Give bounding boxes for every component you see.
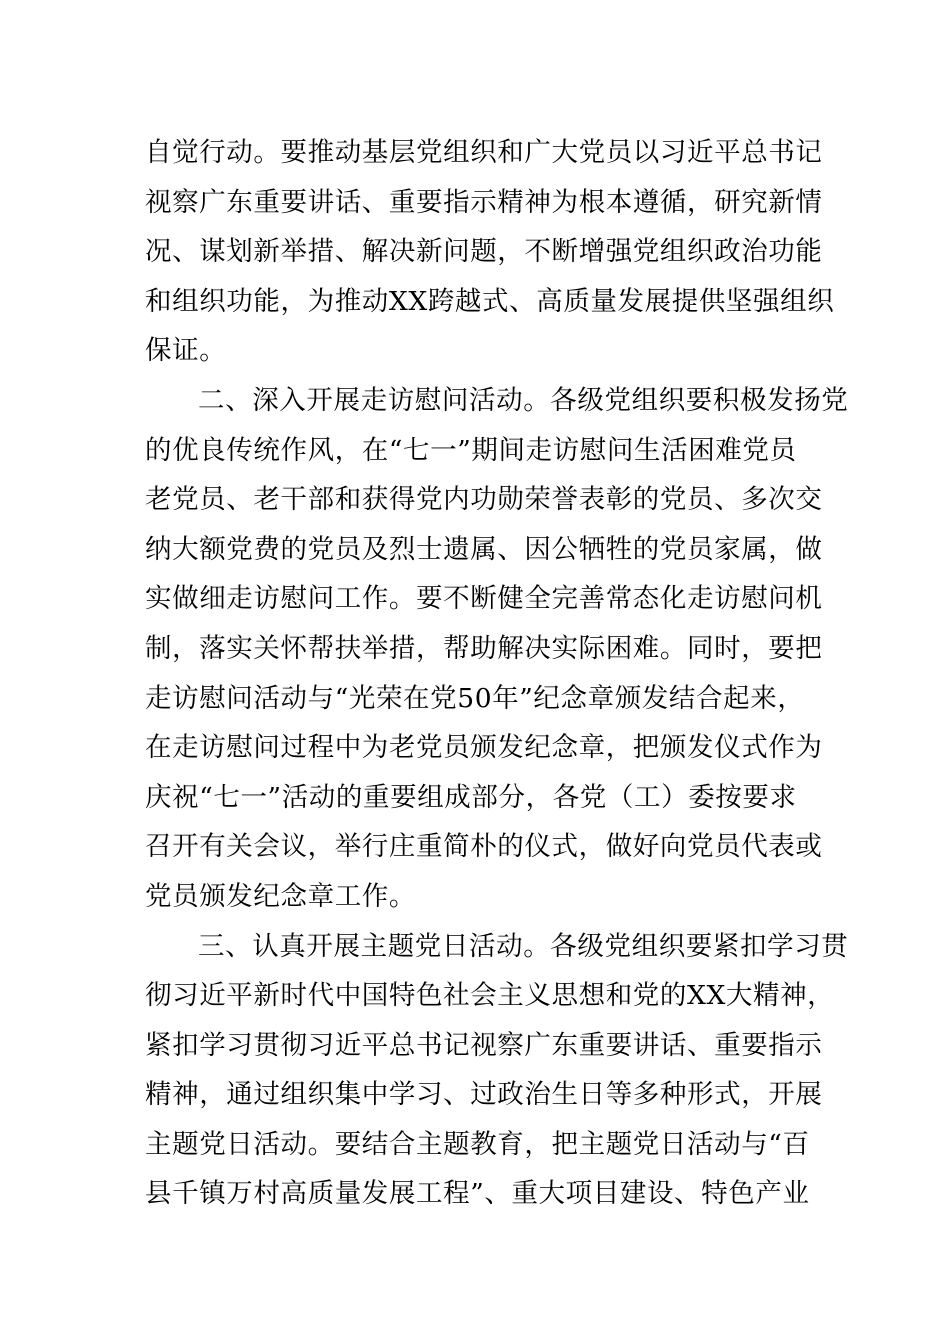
paragraph-continuation (145, 128, 835, 376)
text-line: 自觉行动。要推动基层党组织和广大党员以习近平总书记 (145, 137, 823, 168)
text-line: 党员颁发纪念章工作。 (145, 880, 416, 912)
text-line: 召开有关会议，举行庄重简朴的仪式，做好向党员代表或 (145, 831, 823, 863)
text-line: 三、认真开展主题党日活动。各级党组织要紧扣学习贯 (198, 930, 849, 962)
text-line: 县千镇万村高质量发展工程”、重大项目建设、特色产业 (145, 1178, 810, 1210)
text-line: 保证。 (145, 335, 227, 367)
text-line: 庆祝“七一”活动的重要组成部分，各党（工）委按要求 (145, 781, 797, 813)
paragraph-section-two (145, 376, 849, 922)
text-line: 和组织功能，为推动XX跨越式、高质量发展提供坚强组织 (145, 285, 835, 317)
text-line: 彻习近平新时代中国特色社会主义思想和党的XX大精神， (145, 980, 835, 1012)
text-line: 紧扣学习贯彻习近平总书记视察广东重要讲话、重要指示 (145, 1029, 823, 1061)
document-body (145, 128, 849, 1219)
paragraph-section-three (145, 922, 849, 1220)
text-line: 实做细走访慰问工作。要不断健全完善常态化走访慰问机 (145, 583, 823, 615)
text-line: 二、深入开展走访慰问活动。各级党组织要积极发扬党 (198, 384, 849, 416)
text-line: 的优良传统作风，在“七一”期间走访慰问生活困难党员 (145, 434, 797, 466)
text-line: 况、谋划新举措、解决新问题，不断增强党组织政治功能 (145, 236, 823, 268)
text-line: 精神，通过组织集中学习、过政治生日等多种形式，开展 (145, 1079, 823, 1111)
text-line: 纳大额党费的党员及烈士遗属、因公牺牲的党员家属，做 (145, 533, 823, 565)
text-line: 主题党日活动。要结合主题教育，把主题党日活动与“百 (145, 1128, 810, 1160)
text-line: 视察广东重要讲话、重要指示精神为根本遵循，研究新情 (145, 186, 823, 218)
text-line: 制，落实关怀帮扶举措，帮助解决实际困难。同时，要把 (145, 632, 823, 664)
text-line: 走访慰问活动与“光荣在党50年”纪念章颁发结合起来， (145, 682, 805, 714)
text-line: 老党员、老干部和获得党内功勋荣誉表彰的党员、多次交 (145, 484, 823, 516)
text-line: 在走访慰问过程中为老党员颁发纪念章，把颁发仪式作为 (145, 732, 823, 764)
